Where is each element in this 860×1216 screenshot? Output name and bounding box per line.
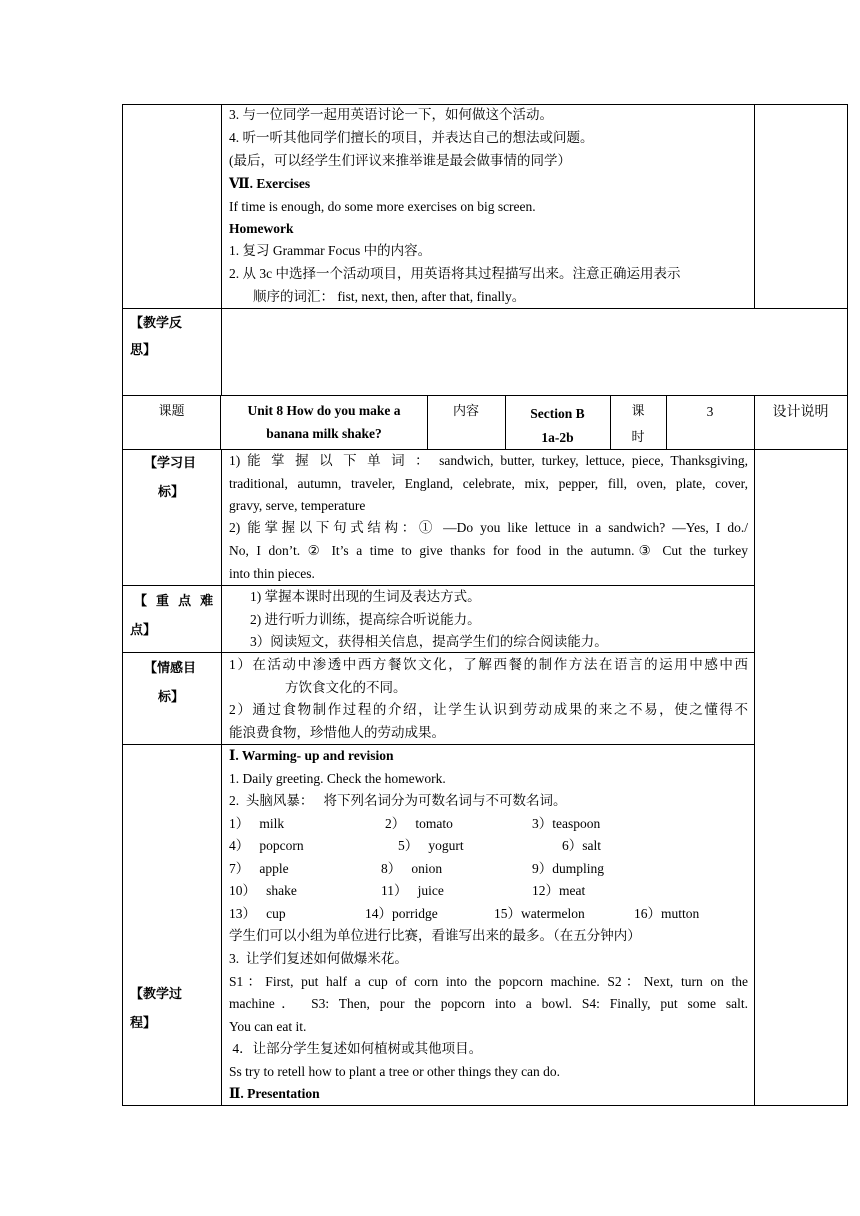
table-rule — [122, 449, 848, 450]
presentation-heading: Ⅱ. Presentation — [229, 1086, 320, 1101]
reflection-label: 思】 — [130, 343, 157, 358]
period-label: 课 — [631, 404, 645, 419]
objectives-line: gravy, serve, temperature — [229, 498, 366, 513]
word-item: 13） cup — [229, 906, 286, 921]
process-step: Ss try to retell how to plant a tree or other things they can do. — [229, 1064, 561, 1079]
key-points-label: 点】 — [130, 623, 157, 638]
emotion-label: 【情感目 — [144, 661, 197, 676]
process-step: 3. 让学们复述如何做爆米花。 — [229, 951, 408, 966]
table-rule — [122, 395, 848, 396]
process-label: 程】 — [130, 1016, 157, 1031]
period-label: 时 — [631, 430, 645, 445]
design-note-label: 设计说明 — [772, 404, 829, 420]
table-rule — [122, 585, 754, 586]
objectives-line: No, I don’t. ② It’s a time to give thanks for food in the autumn.③ Cut the turkey — [229, 543, 748, 558]
word-item: 8） onion — [381, 861, 443, 876]
word-item: 14）porridge — [365, 906, 438, 921]
top-cell-line: 1. 复习 Grammar Focus 中的内容。 — [229, 243, 432, 258]
objectives-line: into thin pieces. — [229, 566, 315, 581]
process-note: 学生们可以小组为单位进行比赛，看谁写出来的最多。（在五分钟内） — [229, 928, 641, 943]
process-label: 【教学过 — [130, 987, 183, 1002]
word-item: 5） yogurt — [398, 838, 464, 853]
objectives-line: 2) 能掌握以下句式结构：① —Do you like lettuce in a sandwich? —Yes, I do./ — [229, 520, 748, 535]
objectives-label: 【学习目 — [144, 456, 197, 471]
word-item: 15）watermelon — [494, 906, 585, 921]
topic-label: 课题 — [158, 404, 185, 419]
section-value: 1a-2b — [541, 430, 574, 445]
process-step: 1. Daily greeting. Check the homework. — [229, 771, 446, 786]
table-rule — [122, 308, 848, 309]
emotion-line: 方饮食文化的不同。 — [285, 680, 407, 695]
table-rule — [221, 449, 222, 1106]
objectives-label: 标】 — [158, 485, 185, 500]
topic-title: Unit 8 How do you make a — [247, 403, 401, 418]
warming-up-heading: Ⅰ. Warming- up and revision — [229, 748, 394, 763]
word-item: 11） juice — [381, 883, 444, 898]
emotion-line: 1）在活动中渗透中西方餐饮文化，了解西餐的制作方法在语言的运用中感中西 — [229, 657, 748, 672]
word-item: 1） milk — [229, 816, 285, 831]
emotion-label: 标】 — [158, 690, 185, 705]
objectives-line: 1) 能 掌 握 以 下 单 词 ： sandwich, butter, turkey, lettuce, piece, Thanksgiving, — [229, 453, 748, 468]
table-rule — [847, 104, 848, 1106]
table-rule — [122, 744, 754, 745]
objectives-line: traditional, autumn, traveler, England, celebrate, mix, pepper, fill, oven, plate, cover, — [229, 476, 748, 491]
period-value: 3 — [706, 404, 714, 419]
reflection-label: 【教学反 — [130, 316, 183, 331]
emotion-line: 2）通过食物制作过程的介绍，让学生认识到劳动成果的来之不易，使之懂得不 — [229, 702, 748, 717]
word-item: 4） popcorn — [229, 838, 304, 853]
top-cell-line: 2. 从 3c 中选择一个活动项目，用英语将其过程描写出来。注意正确运用表示 — [229, 266, 681, 281]
top-cell-line: 4. 听一听其他同学们擅长的项目，并表达自己的想法或问题。 — [229, 130, 594, 145]
table-rule — [754, 395, 755, 1106]
top-cell-line: 3. 与一位同学一起用英语讨论一下，如何做这个活动。 — [229, 107, 553, 122]
key-points-line: 2) 进行听力训练，提高综合听说能力。 — [250, 612, 481, 627]
top-cell-line: 顺序的词汇： fist, next, then, after that, finally。 — [253, 289, 526, 304]
top-cell-line: (最后，可以经学生们评议来推举谁是最会做事情的同学） — [229, 153, 571, 168]
table-rule — [122, 1105, 848, 1106]
key-points-line: 3）阅读短文，获得相关信息，提高学生们的综合阅读能力。 — [250, 634, 608, 649]
process-step: 2. 头脑风暴： 将下列名词分为可数名词与不可数名词。 — [229, 793, 567, 808]
word-item: 10） shake — [229, 883, 297, 898]
section-value: Section B — [530, 406, 585, 421]
emotion-line: 能浪费食物，珍惜他人的劳动成果。 — [229, 725, 445, 740]
dialogue-line: machine． S3: Then, pour the popcorn into a bowl. S4: Finally, put some salt. — [229, 996, 748, 1011]
key-points-label: 【 重 点 难 — [134, 594, 214, 609]
word-item: 3）teaspoon — [532, 816, 601, 831]
word-item: 6）salt — [562, 838, 601, 853]
table-rule — [221, 104, 222, 395]
word-item: 7） apple — [229, 861, 289, 876]
dialogue-line: You can eat it. — [229, 1019, 307, 1034]
content-label: 内容 — [452, 404, 479, 419]
word-item: 16）mutton — [634, 906, 700, 921]
table-rule — [122, 104, 123, 1106]
homework-heading: Homework — [229, 221, 294, 236]
key-points-line: 1) 掌握本课时出现的生词及表达方式。 — [250, 589, 481, 604]
word-item: 9）dumpling — [532, 861, 605, 876]
word-item: 12）meat — [532, 883, 586, 898]
table-rule — [754, 104, 755, 308]
process-step: 4．让部分学生复述如何植树或其他项目。 — [229, 1041, 483, 1056]
table-rule — [122, 652, 754, 653]
exercises-heading: Ⅶ. Exercises — [229, 176, 311, 191]
word-item: 2） tomato — [385, 816, 453, 831]
dialogue-line: S1：First, put half a cup of corn into the popcorn machine. S2：Next, turn on the — [229, 974, 748, 989]
topic-title: banana milk shake? — [266, 426, 382, 441]
top-cell-line: If time is enough, do some more exercises on big screen. — [229, 199, 536, 214]
